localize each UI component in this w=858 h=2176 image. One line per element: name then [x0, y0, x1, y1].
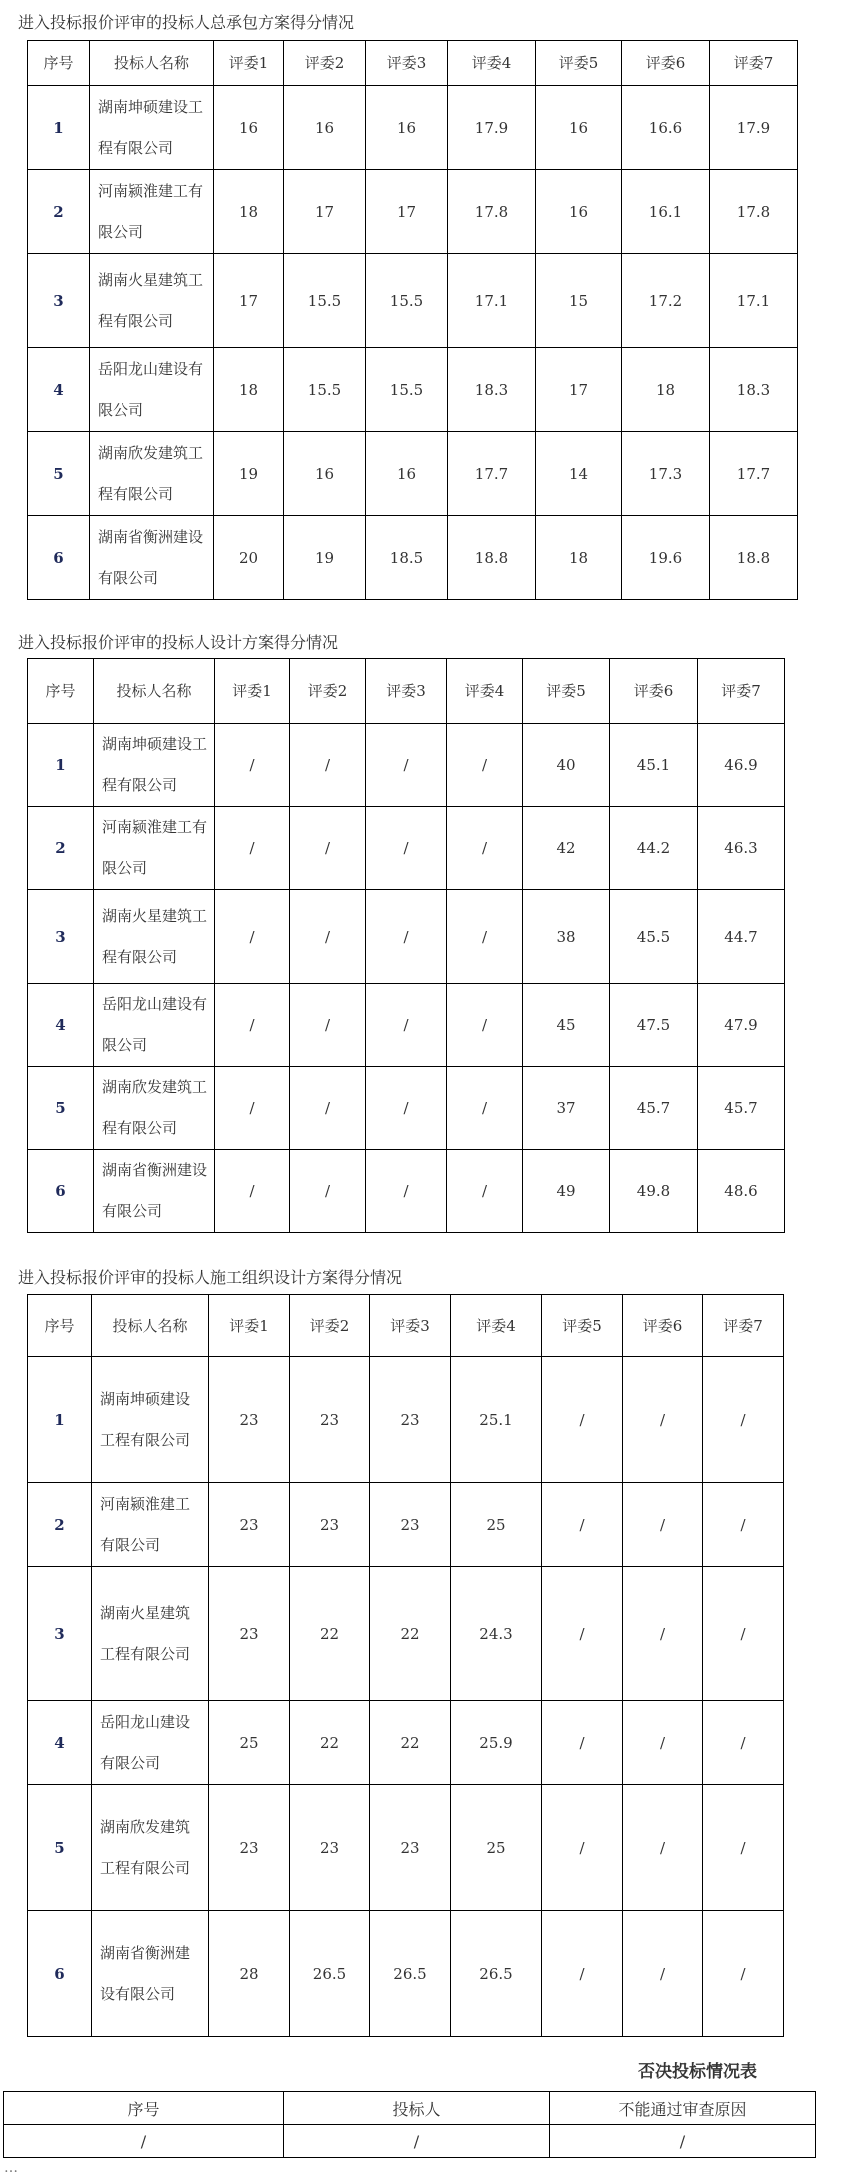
judge-score: 17.1 [448, 254, 536, 348]
judge-score: 45.1 [610, 724, 698, 807]
judge-score: / [447, 1150, 523, 1233]
judge-score: 47.5 [610, 984, 698, 1067]
bidder-name: 岳阳龙山建设有限公司 [92, 1701, 209, 1785]
judge-score: 15.5 [284, 254, 366, 348]
judge-score: 16 [214, 86, 284, 170]
judge-score: 26.5 [290, 1911, 370, 2037]
header-judge-7: 评委7 [703, 1295, 784, 1357]
table-header-row [28, 41, 798, 86]
table-row [28, 984, 785, 1067]
table-row [28, 254, 798, 348]
judge-score: 22 [370, 1701, 451, 1785]
judge-score: 46.9 [698, 724, 785, 807]
judge-score: 28 [209, 1911, 290, 2037]
header-judge-6: 评委6 [623, 1295, 703, 1357]
judge-score: 16 [366, 432, 448, 516]
judge-score: 17.8 [448, 170, 536, 254]
judge-score: 23 [209, 1357, 290, 1483]
judge-score: 16.1 [622, 170, 710, 254]
judge-score: / [290, 724, 366, 807]
header-judge-4: 评委4 [451, 1295, 542, 1357]
bidder-name: 湖南坤硕建设工程有限公司 [92, 1357, 209, 1483]
table-row [28, 1911, 784, 2037]
header-judge-5: 评委5 [536, 41, 622, 86]
judge-score: 23 [370, 1785, 451, 1911]
rejection-header-cell: 不能通过审查原因 [550, 2092, 816, 2125]
judge-score: 26.5 [370, 1911, 451, 2037]
header-judge-2: 评委2 [284, 41, 366, 86]
judge-score: 15.5 [366, 254, 448, 348]
row-seq-number: 2 [28, 1483, 92, 1567]
judge-score: 17.1 [710, 254, 798, 348]
judge-score: / [542, 1567, 623, 1701]
judge-score: / [447, 890, 523, 984]
table-row [28, 1483, 784, 1567]
judge-score: 18.3 [710, 348, 798, 432]
judge-score: 23 [290, 1785, 370, 1911]
judge-score: 44.2 [610, 807, 698, 890]
row-seq-number: 4 [28, 1701, 92, 1785]
header-seq: 序号 [28, 659, 94, 724]
judge-score: 18 [536, 516, 622, 600]
row-seq-number: 1 [28, 724, 94, 807]
header-judge-6: 评委6 [610, 659, 698, 724]
header-judge-2: 评委2 [290, 1295, 370, 1357]
row-seq-number: 5 [28, 432, 90, 516]
judge-score: 25 [209, 1701, 290, 1785]
judge-score: 19.6 [622, 516, 710, 600]
judge-score: 17 [214, 254, 284, 348]
judge-score: 47.9 [698, 984, 785, 1067]
bidder-name: 湖南欣发建筑工程有限公司 [94, 1067, 215, 1150]
header-seq: 序号 [28, 1295, 92, 1357]
judge-score: / [703, 1567, 784, 1701]
judge-score: / [290, 1067, 366, 1150]
bidder-name: 湖南坤硕建设工程有限公司 [90, 86, 214, 170]
judge-score: / [215, 890, 290, 984]
judge-score: 25 [451, 1785, 542, 1911]
table-row [28, 1567, 784, 1701]
section-title-construction-organization: 进入投标报价评审的投标人施工组织设计方案得分情况 [18, 1268, 403, 1287]
table-row [28, 1357, 784, 1483]
header-judge-6: 评委6 [622, 41, 710, 86]
table-row [28, 724, 785, 807]
judge-score: / [290, 890, 366, 984]
judge-score: 49 [523, 1150, 610, 1233]
judge-score: 45.7 [610, 1067, 698, 1150]
judge-score: / [215, 807, 290, 890]
judge-score: / [542, 1483, 623, 1567]
judge-score: 25.9 [451, 1701, 542, 1785]
table-row [28, 516, 798, 600]
judge-score: 18.3 [448, 348, 536, 432]
judge-score: 24.3 [451, 1567, 542, 1701]
judge-score: 17.3 [622, 432, 710, 516]
score-table-construction-organization [27, 1294, 784, 2037]
judge-score: / [215, 724, 290, 807]
judge-score: / [366, 807, 447, 890]
judge-score: 17.7 [710, 432, 798, 516]
row-seq-number: 2 [28, 170, 90, 254]
judge-score: 18.8 [710, 516, 798, 600]
judge-score: 17.2 [622, 254, 710, 348]
judge-score: / [290, 984, 366, 1067]
row-seq-number: 6 [28, 1911, 92, 2037]
row-seq-number: 6 [28, 1150, 94, 1233]
judge-score: 42 [523, 807, 610, 890]
rejection-table [3, 2091, 816, 2158]
judge-score: 17 [536, 348, 622, 432]
judge-score: 26.5 [451, 1911, 542, 2037]
judge-score: / [447, 807, 523, 890]
judge-score: / [623, 1701, 703, 1785]
judge-score: 49.8 [610, 1150, 698, 1233]
table-row [28, 1150, 785, 1233]
judge-score: 23 [370, 1357, 451, 1483]
bidder-name: 湖南省衡洲建设有限公司 [94, 1150, 215, 1233]
judge-score: / [623, 1483, 703, 1567]
judge-score: / [703, 1483, 784, 1567]
table-row [28, 807, 785, 890]
bidder-name: 湖南欣发建筑工程有限公司 [92, 1785, 209, 1911]
judge-score: 18.8 [448, 516, 536, 600]
judge-score: 16 [366, 86, 448, 170]
judge-score: / [290, 807, 366, 890]
row-seq-number: 2 [28, 807, 94, 890]
judge-score: 45.5 [610, 890, 698, 984]
judge-score: 17.8 [710, 170, 798, 254]
judge-score: 17 [366, 170, 448, 254]
header-judge-1: 评委1 [215, 659, 290, 724]
judge-score: 16 [284, 432, 366, 516]
judge-score: / [447, 1067, 523, 1150]
bidder-name: 岳阳龙山建设有限公司 [94, 984, 215, 1067]
table-row [28, 86, 798, 170]
judge-score: 20 [214, 516, 284, 600]
judge-score: 23 [209, 1785, 290, 1911]
header-judge-7: 评委7 [698, 659, 785, 724]
row-seq-number: 6 [28, 516, 90, 600]
section-title-general-contracting: 进入投标报价评审的投标人总承包方案得分情况 [18, 13, 355, 32]
score-table-general-contracting [27, 40, 798, 600]
judge-score: 19 [284, 516, 366, 600]
header-judge-5: 评委5 [542, 1295, 623, 1357]
rejection-header-cell: 投标人 [284, 2092, 550, 2125]
row-seq-number: 5 [28, 1785, 92, 1911]
header-judge-1: 评委1 [209, 1295, 290, 1357]
judge-score: 25.1 [451, 1357, 542, 1483]
table-row [28, 1701, 784, 1785]
header-bidder-name: 投标人名称 [92, 1295, 209, 1357]
rejection-cell: / [4, 2125, 284, 2158]
judge-score: 23 [290, 1357, 370, 1483]
judge-score: 23 [370, 1483, 451, 1567]
judge-score: 17.9 [710, 86, 798, 170]
score-table-design-scheme [27, 658, 785, 1233]
header-judge-3: 评委3 [366, 659, 447, 724]
rejection-header-cell: 序号 [4, 2092, 284, 2125]
table-row [28, 432, 798, 516]
judge-score: 37 [523, 1067, 610, 1150]
judge-score: 48.6 [698, 1150, 785, 1233]
bidder-name: 湖南省衡洲建设有限公司 [90, 516, 214, 600]
header-judge-3: 评委3 [366, 41, 448, 86]
judge-score: 23 [209, 1483, 290, 1567]
row-seq-number: 3 [28, 890, 94, 984]
judge-score: / [215, 984, 290, 1067]
row-seq-number: 3 [28, 254, 90, 348]
judge-score: / [623, 1911, 703, 2037]
rejection-header-row [4, 2092, 816, 2125]
judge-score: 16 [284, 86, 366, 170]
judge-score: 17 [284, 170, 366, 254]
judge-score: 22 [290, 1567, 370, 1701]
table-row [28, 1785, 784, 1911]
judge-score: / [215, 1150, 290, 1233]
table-row [28, 170, 798, 254]
judge-score: 15 [536, 254, 622, 348]
judge-score: 17.7 [448, 432, 536, 516]
judge-score: / [366, 890, 447, 984]
rejection-row [4, 2125, 816, 2158]
judge-score: / [623, 1357, 703, 1483]
judge-score: 22 [370, 1567, 451, 1701]
judge-score: / [447, 724, 523, 807]
judge-score: / [290, 1150, 366, 1233]
judge-score: 16 [536, 86, 622, 170]
bidder-name: 湖南欣发建筑工程有限公司 [90, 432, 214, 516]
bidder-name: 河南颍淮建工有限公司 [94, 807, 215, 890]
row-seq-number: 5 [28, 1067, 94, 1150]
bidder-name: 湖南坤硕建设工程有限公司 [94, 724, 215, 807]
judge-score: 46.3 [698, 807, 785, 890]
header-seq: 序号 [28, 41, 90, 86]
row-seq-number: 4 [28, 984, 94, 1067]
judge-score: / [542, 1911, 623, 2037]
judge-score: / [366, 984, 447, 1067]
judge-score: / [703, 1701, 784, 1785]
bidder-name: 河南颍淮建工有限公司 [90, 170, 214, 254]
bidder-name: 河南颍淮建工有限公司 [92, 1483, 209, 1567]
header-judge-7: 评委7 [710, 41, 798, 86]
row-seq-number: 1 [28, 1357, 92, 1483]
table-row [28, 1067, 785, 1150]
judge-score: 18 [622, 348, 710, 432]
judge-score: 23 [290, 1483, 370, 1567]
judge-score: / [703, 1357, 784, 1483]
header-judge-3: 评委3 [370, 1295, 451, 1357]
bidder-name: 湖南省衡洲建设有限公司 [92, 1911, 209, 2037]
judge-score: 15.5 [366, 348, 448, 432]
bidder-name: 湖南火星建筑工程有限公司 [92, 1567, 209, 1701]
judge-score: / [703, 1911, 784, 2037]
rejection-cell: / [284, 2125, 550, 2158]
row-seq-number: 1 [28, 86, 90, 170]
judge-score: 45.7 [698, 1067, 785, 1150]
judge-score: 18 [214, 170, 284, 254]
table-header-row [28, 1295, 784, 1357]
judge-score: / [366, 1067, 447, 1150]
judge-score: / [542, 1785, 623, 1911]
rejection-cell: / [550, 2125, 816, 2158]
judge-score: 23 [209, 1567, 290, 1701]
judge-score: / [447, 984, 523, 1067]
judge-score: / [366, 1150, 447, 1233]
judge-score: 19 [214, 432, 284, 516]
judge-score: 15.5 [284, 348, 366, 432]
judge-score: / [703, 1785, 784, 1911]
judge-score: 25 [451, 1483, 542, 1567]
judge-score: / [215, 1067, 290, 1150]
judge-score: 18.5 [366, 516, 448, 600]
judge-score: 16.6 [622, 86, 710, 170]
judge-score: / [366, 724, 447, 807]
table-header-row [28, 659, 785, 724]
judge-score: 14 [536, 432, 622, 516]
judge-score: 44.7 [698, 890, 785, 984]
header-judge-4: 评委4 [447, 659, 523, 724]
bidder-name: 湖南火星建筑工程有限公司 [90, 254, 214, 348]
rejection-table-title: 否决投标情况表 [638, 2062, 757, 2082]
bidder-name: 湖南火星建筑工程有限公司 [94, 890, 215, 984]
judge-score: 40 [523, 724, 610, 807]
table-row [28, 348, 798, 432]
judge-score: 38 [523, 890, 610, 984]
judge-score: / [623, 1567, 703, 1701]
header-judge-1: 评委1 [214, 41, 284, 86]
judge-score: / [623, 1785, 703, 1911]
section-title-design-scheme: 进入投标报价评审的投标人设计方案得分情况 [18, 633, 339, 652]
judge-score: / [542, 1357, 623, 1483]
judge-score: / [542, 1701, 623, 1785]
row-seq-number: 3 [28, 1567, 92, 1701]
cut-off-text-line: … [4, 2160, 18, 2176]
header-judge-5: 评委5 [523, 659, 610, 724]
bidder-name: 岳阳龙山建设有限公司 [90, 348, 214, 432]
table-row [28, 890, 785, 984]
judge-score: 17.9 [448, 86, 536, 170]
judge-score: 18 [214, 348, 284, 432]
header-bidder-name: 投标人名称 [94, 659, 215, 724]
judge-score: 16 [536, 170, 622, 254]
header-judge-2: 评委2 [290, 659, 366, 724]
header-bidder-name: 投标人名称 [90, 41, 214, 86]
judge-score: 22 [290, 1701, 370, 1785]
header-judge-4: 评委4 [448, 41, 536, 86]
judge-score: 45 [523, 984, 610, 1067]
row-seq-number: 4 [28, 348, 90, 432]
